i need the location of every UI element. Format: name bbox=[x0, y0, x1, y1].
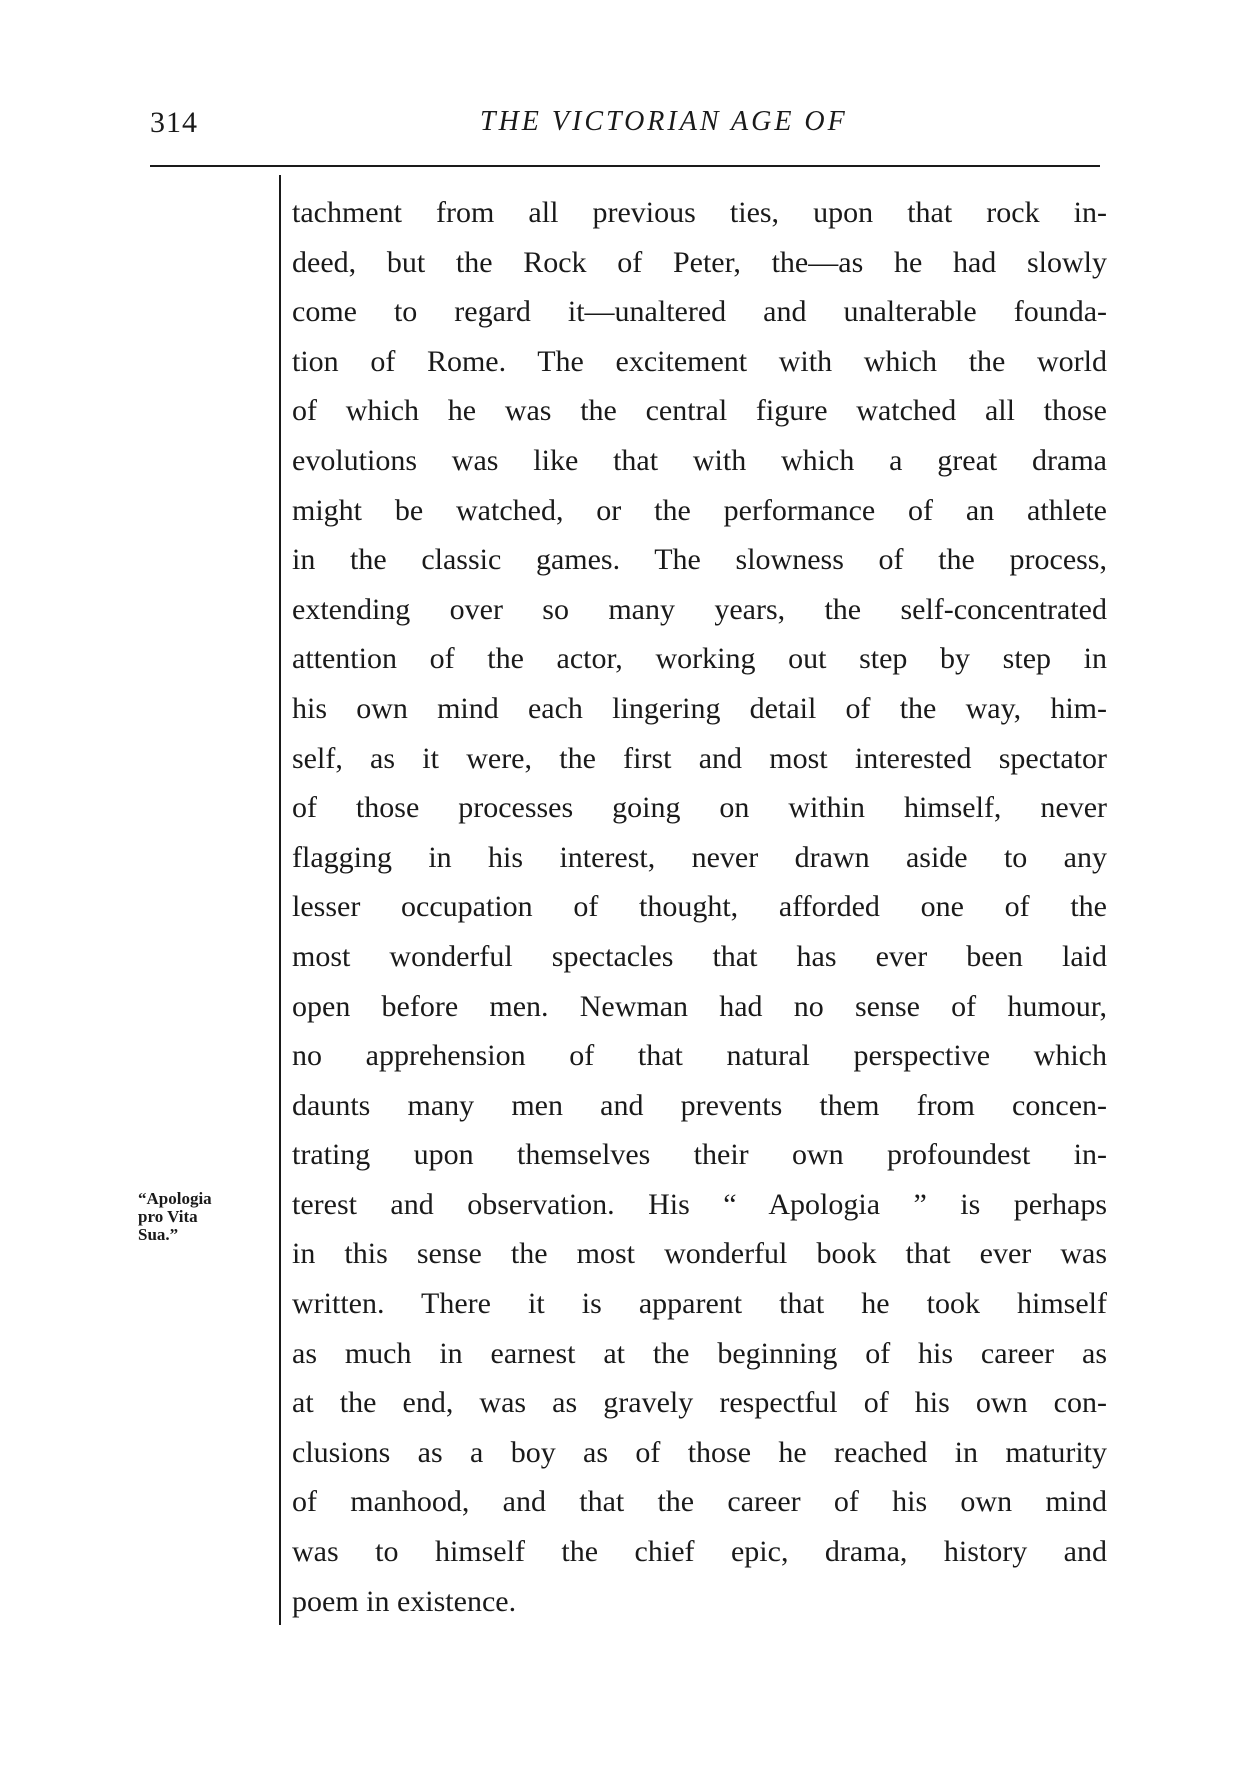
marginal-note-line: “Apologia bbox=[138, 1189, 212, 1208]
text-line: of which he was the central figure watched all those bbox=[292, 394, 1107, 428]
text-line: lesser occupation of thought, afforded one of the bbox=[292, 890, 1107, 924]
header-rule bbox=[150, 165, 1100, 167]
text-line: clusions as a boy as of those he reached in maturity bbox=[292, 1435, 1107, 1469]
text-line: tion of Rome. The excitement with which the world bbox=[292, 344, 1107, 378]
text-line: at the end, was as gravely respectful of his own con- bbox=[292, 1386, 1107, 1420]
text-line: daunts many men and prevents them from concen- bbox=[292, 1088, 1107, 1122]
body-text bbox=[292, 188, 1107, 1626]
marginal-note bbox=[138, 1190, 268, 1244]
text-line: attention of the actor, working out step by step in bbox=[292, 642, 1107, 676]
text-line: poem in existence. bbox=[292, 1584, 517, 1618]
text-line: open before men. Newman had no sense of humour, bbox=[292, 989, 1107, 1023]
text-line: might be watched, or the performance of an athlete bbox=[292, 493, 1107, 527]
text-line: of manhood, and that the career of his own mind bbox=[292, 1485, 1107, 1519]
page-number: 314 bbox=[150, 106, 198, 139]
text-line: deed, but the Rock of Peter, the—as he had slowly bbox=[292, 245, 1107, 279]
margin-rule bbox=[279, 175, 281, 1625]
text-line: most wonderful spectacles that has ever been laid bbox=[292, 939, 1107, 973]
text-line: of those processes going on within himself, never bbox=[292, 791, 1107, 825]
text-line: in the classic games. The slowness of the process, bbox=[292, 543, 1107, 577]
text-line: his own mind each lingering detail of the way, him- bbox=[292, 691, 1107, 725]
text-line: terest and observation. His “ Apologia ” is perhaps bbox=[292, 1187, 1107, 1221]
text-line: self, as it were, the first and most interested spectator bbox=[292, 741, 1107, 775]
text-line: tachment from all previous ties, upon that rock in- bbox=[292, 196, 1107, 229]
text-line: written. There it is apparent that he took himself bbox=[292, 1287, 1107, 1321]
text-line: no apprehension of that natural perspective which bbox=[292, 1039, 1107, 1073]
text-line: extending over so many years, the self-concentrated bbox=[292, 592, 1107, 626]
text-line: in this sense the most wonderful book that ever was bbox=[292, 1237, 1107, 1271]
text-line: was to himself the chief epic, drama, history and bbox=[292, 1535, 1107, 1569]
text-line: trating upon themselves their own profoundest in- bbox=[292, 1138, 1107, 1172]
text-line: as much in earnest at the beginning of his career as bbox=[292, 1336, 1107, 1370]
text-line: evolutions was like that with which a great drama bbox=[292, 443, 1107, 477]
marginal-note-line: Sua.” bbox=[138, 1225, 179, 1244]
running-title: THE VICTORIAN AGE OF bbox=[480, 106, 848, 137]
text-line: come to regard it—unaltered and unalterable founda- bbox=[292, 295, 1107, 329]
text-line: flagging in his interest, never drawn aside to any bbox=[292, 840, 1107, 874]
page-header bbox=[150, 100, 1100, 144]
marginal-note-line: pro Vita bbox=[138, 1207, 198, 1226]
